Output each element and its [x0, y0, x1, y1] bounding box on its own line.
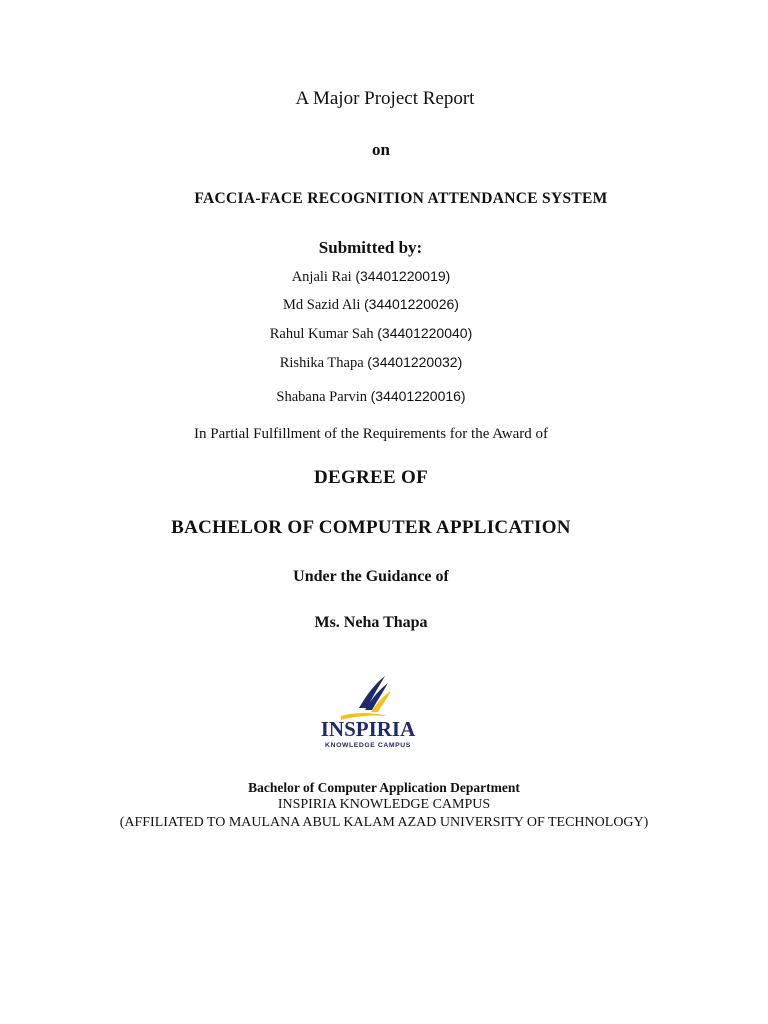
member-item	[0, 268, 742, 286]
member-item	[0, 325, 742, 343]
member-item	[0, 296, 742, 314]
member-id: (34401220032)	[367, 354, 463, 370]
fulfillment-statement: In Partial Fulfillment of the Requirements for the Award of	[194, 426, 548, 442]
submitted-by-heading: Submitted by:	[318, 238, 423, 257]
guide-name: Ms. Neha Thapa	[314, 614, 428, 631]
member-item	[0, 388, 742, 406]
degree-heading: DEGREE OF	[313, 467, 429, 488]
member-name: Anjali Rai	[291, 269, 352, 285]
member-id: (34401220026)	[363, 296, 459, 312]
report-on-label: on	[372, 140, 390, 159]
member-id: (34401220040)	[377, 325, 473, 341]
department-name: Bachelor of Computer Application Department	[248, 780, 520, 795]
inspiria-logo	[305, 672, 430, 752]
affiliation-text: (AFFILIATED TO MAULANA ABUL KALAM AZAD UNIVERSITY OF TECHNOLOGY)	[119, 815, 649, 830]
campus-name: INSPIRIA KNOWLEDGE CAMPUS	[277, 797, 491, 812]
guidance-label: Under the Guidance of	[293, 568, 449, 585]
member-name: Rishika Thapa	[279, 355, 364, 371]
logo-subtitle: KNOWLEDGE CAMPUS	[325, 742, 411, 749]
logo-wordmark: INSPIRIA	[320, 717, 416, 741]
course-heading: BACHELOR OF COMPUTER APPLICATION	[171, 517, 571, 538]
member-id: (34401220019)	[355, 268, 451, 284]
member-id: (34401220016)	[370, 388, 466, 404]
inspiria-swoosh-logo-icon	[305, 672, 430, 752]
member-name: Shabana Parvin	[276, 389, 367, 405]
project-title: FACCIA-FACE RECOGNITION ATTENDANCE SYSTEM	[194, 190, 608, 207]
member-item	[0, 354, 742, 372]
report-title: A Major Project Report	[295, 88, 475, 109]
member-name: Md Sazid Ali	[283, 297, 361, 313]
member-name: Rahul Kumar Sah	[269, 326, 374, 342]
